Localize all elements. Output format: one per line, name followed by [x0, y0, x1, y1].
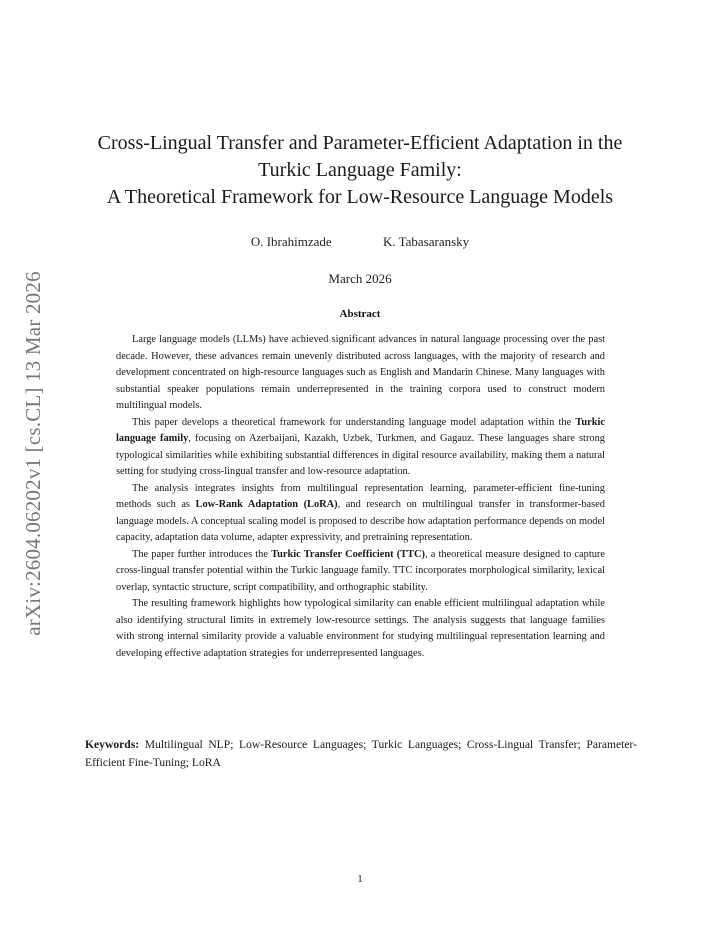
abstract-p3-text-a: The analysis integrates insights from multilingual representation learning, parameter-efficient fine-tuning methods such as: [116, 482, 605, 510]
abstract-p3-text-b: , and research on multilingual transfer in transformer-based language models. A conceptual scaling model is proposed to describe how adaptation performance depends on model capacity, adaptation data volume, adapter expressivity, and pretraining representation.: [116, 499, 605, 543]
keywords-list: Multilingual NLP; Low-Resource Languages; Turkic Languages; Cross-Lingual Transfer; Parameter-Efficient Fine-Tuning; LoRA: [85, 738, 637, 769]
abstract-paragraph-3: [116, 481, 605, 547]
abstract-paragraph-2: [116, 415, 605, 481]
page-number: 1: [357, 873, 363, 885]
abstract-paragraph-4: [116, 547, 605, 597]
title-line-3: A Theoretical Framework for Low-Resource Language Models: [106, 186, 614, 208]
abstract-p2-text-a: This paper develops a theoretical framework for understanding language model adaptation within the: [132, 416, 576, 428]
paper-title: [70, 130, 650, 211]
abstract-p2-bold: Turkic language family: [116, 416, 605, 444]
abstract-p4-text-a: The paper further introduces the: [132, 548, 272, 560]
author-2: K. Tabasaransky: [382, 234, 470, 249]
keywords-label: Keywords:: [85, 738, 140, 751]
keywords: [85, 736, 637, 772]
abstract-paragraph-1: Large language models (LLMs) have achieved significant advances in natural language processing over the past decade. However, these advances remain unevenly distributed across languages, with the majority of research and development concentrated on high-resource languages such as English and Mandarin Chinese. Many languages with substantial speaker populations remain underrepresented in the training corpora used to construct modern multilingual models.: [116, 334, 605, 411]
abstract-p3-bold: Low-Rank Adaptation (LoRA): [195, 499, 338, 510]
abstract-p2-text-b: , focusing on Azerbaijani, Kazakh, Uzbek, Turkmen, and Gagauz. These languages share strong typological similarities while exhibiting substantial differences in digital resource availability, making them a natural setting for studying cross-lingual transfer and low-resource adaptation.: [116, 433, 605, 477]
abstract-paragraph-5: The resulting framework highlights how typological similarity can enable efficient multilingual adaptation while also identifying structural limits in extremely low-resource settings. The analysis suggests that language families with strong internal similarity provide a valuable environment for studying multilingual representation learning and developing effective adaptation strategies for underrepresented languages.: [116, 598, 605, 659]
abstract-p4-text-b: , a theoretical measure designed to capture cross-lingual transfer potential within the Turkic language family. TTC incorporates morphological similarity, lexical overlap, syntactic structure, script compatibility, and orthographic stability.: [116, 548, 605, 593]
title-line-1: Cross-Lingual Transfer and Parameter-Efficient Adaptation in the: [97, 132, 623, 154]
abstract-body: [116, 332, 605, 662]
arxiv-identifier: arXiv:2604.06202v1 [cs.CL] 13 Mar 2026: [20, 270, 45, 636]
abstract-heading: Abstract: [339, 308, 381, 320]
title-line-2: Turkic Language Family:: [258, 159, 462, 181]
author-1: O. Ibrahimzade: [250, 234, 332, 249]
author-list: [0, 234, 720, 250]
abstract-p4-bold: Turkic Transfer Coefficient (TTC): [271, 548, 425, 560]
publication-date: March 2026: [328, 271, 392, 286]
